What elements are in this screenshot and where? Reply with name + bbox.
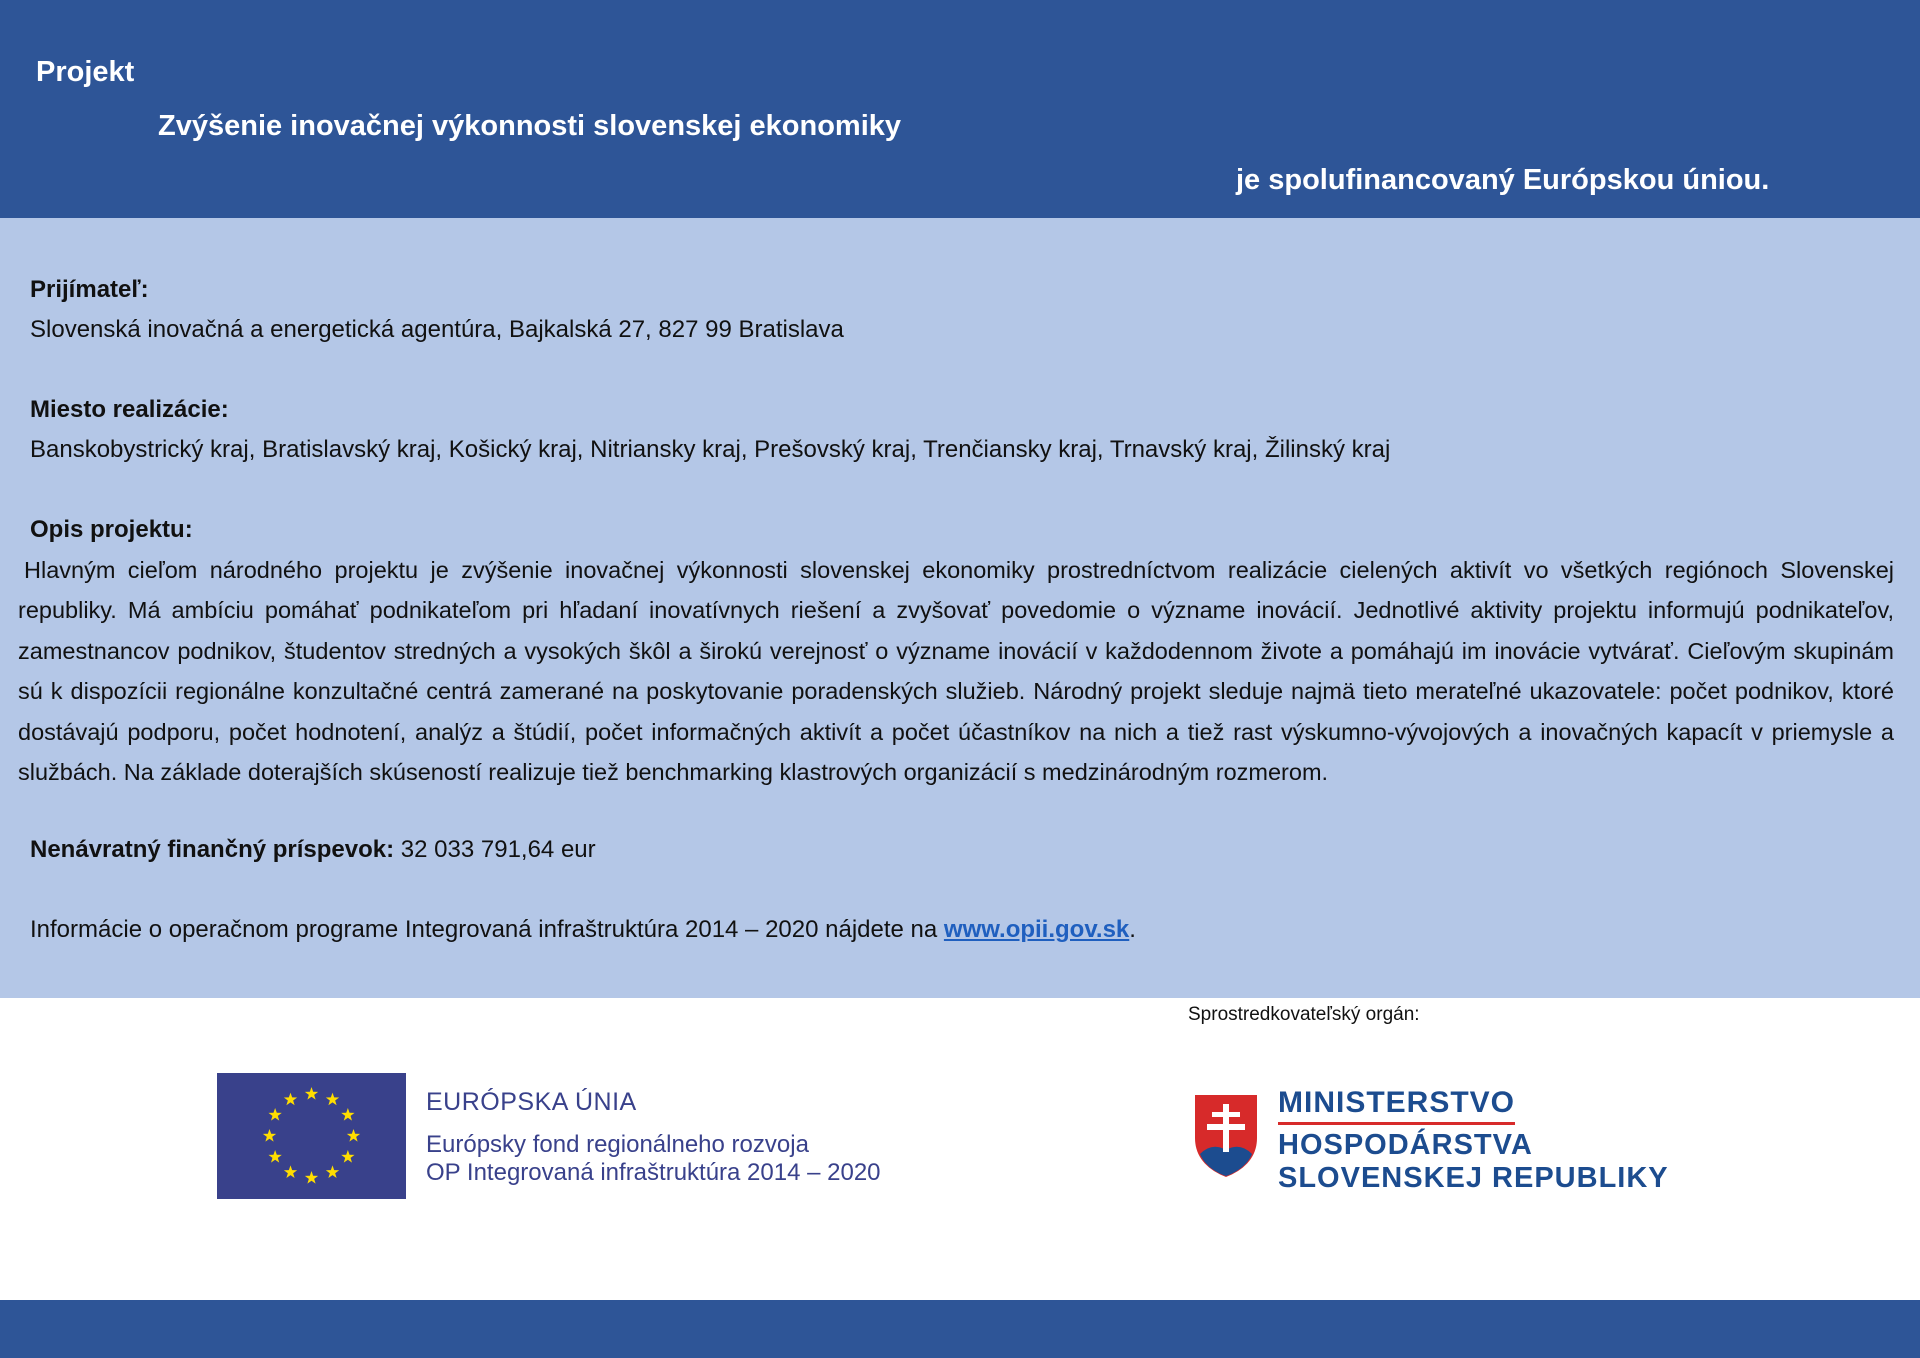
eu-star xyxy=(341,1108,354,1121)
project-title: Zvýšenie inovačnej výkonnosti slovenskej ekonomiky xyxy=(158,110,902,142)
grant-line xyxy=(30,836,596,864)
slovak-coat-of-arms-icon xyxy=(1192,1092,1260,1180)
eu-logo-text xyxy=(426,1088,881,1187)
info-suffix: . xyxy=(1129,916,1136,943)
header-banner xyxy=(0,0,1920,218)
intermediate-body-label: Sprostredkovateľský orgán: xyxy=(1188,1004,1420,1025)
ministry-logo-line3: SLOVENSKEJ REPUBLIKY xyxy=(1278,1162,1669,1194)
ministry-logo-line2: HOSPODÁRSTVA xyxy=(1278,1129,1533,1161)
location-label: Miesto realizácie: xyxy=(30,396,229,423)
eu-star xyxy=(341,1150,354,1163)
info-line xyxy=(30,916,1136,944)
content-panel xyxy=(0,218,1920,998)
eu-star xyxy=(268,1150,281,1163)
opii-link[interactable]: www.opii.gov.sk xyxy=(943,916,1130,943)
eu-logo-line1: EURÓPSKA ÚNIA xyxy=(426,1088,637,1116)
eu-star xyxy=(284,1165,297,1178)
grant-value: 32 033 791,64 eur xyxy=(394,836,596,863)
location-value: Banskobystrický kraj, Bratislavský kraj, Košický kraj, Nitriansky kraj, Prešovský kraj, Trenčiansky kraj, Trnavský kraj, Žilinský kraj xyxy=(30,436,1391,463)
eu-flag-icon xyxy=(217,1073,406,1199)
eu-star xyxy=(305,1171,318,1184)
header-label: Projekt xyxy=(36,56,135,88)
eu-stars-icon xyxy=(217,1073,406,1199)
footer-bar xyxy=(0,1300,1920,1358)
eu-logo-line2: Európsky fond regionálneho rozvoja xyxy=(426,1131,809,1158)
recipient-label: Prijímateľ: xyxy=(30,276,149,303)
eu-star xyxy=(305,1087,318,1100)
eu-star xyxy=(284,1093,297,1106)
grant-label: Nenávratný finančný príspevok: xyxy=(30,836,395,863)
info-text: Informácie o operačnom programe Integrovaná infraštruktúra 2014 – 2020 nájdete na xyxy=(30,916,944,943)
eu-star xyxy=(326,1093,339,1106)
eu-logo-line3: OP Integrovaná infraštruktúra 2014 – 2020 xyxy=(426,1159,881,1186)
eu-star xyxy=(326,1165,339,1178)
description-text: Hlavným cieľom národného projektu je zvýšenie inovačnej výkonnosti slovenskej ekonomiky prostredníctvom realizácie cielených aktivít vo všetkých regiónoch Slovenskej republiky. Má ambíciu pomáhať podnikateľom pri hľadaní inovatívnych riešení a zvyšovať povedomie o význame inovácií. Jednotlivé aktivity projektu informujú podnikateľov, zamestnancov podnikov, študentov stredných a vysokých škôl a širokú verejnosť o význame inovácií v každodennom živote a pomáhajú im inovácie vytvárať. Cieľovým skupinám sú k dispozícii regionálne konzultačné centrá zamerané na poskytovanie poradenských služieb. Národný projekt sleduje najmä tieto merateľné ukazovatele: počet podnikov, ktoré dostávajú podporu, počet hodnotení, analýz a štúdií, počet informačných aktivít a počet účastníkov na nich a tiež rast výskumno-vývojových a inovačných kapacít v priemysle a službách. Na základe doterajších skúseností realizuje tiež benchmarking klastrových organizácií s medzinárodným rozmerom. xyxy=(18,557,1894,786)
cofinanced-note: je spolufinancovaný Európskou úniou. xyxy=(1236,164,1770,196)
description-label: Opis projektu: xyxy=(30,516,193,543)
eu-star xyxy=(268,1108,281,1121)
ministry-logo-line1: MINISTERSTVO xyxy=(1278,1086,1515,1125)
ministry-logo-text xyxy=(1278,1086,1669,1195)
eu-star xyxy=(347,1129,360,1142)
recipient-value: Slovenská inovačná a energetická agentúra, Bajkalská 27, 827 99 Bratislava xyxy=(30,316,844,343)
eu-star xyxy=(263,1129,276,1142)
